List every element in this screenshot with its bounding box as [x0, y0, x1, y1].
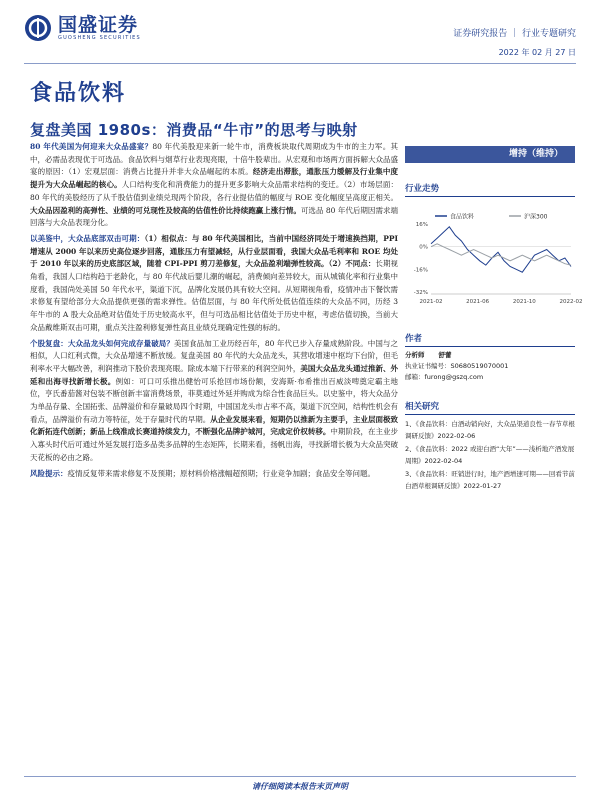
- logo-name: 国盛证券: [58, 14, 139, 36]
- paragraph-lead: 个股复盘：大众品龙头如何完成存量破局？: [30, 338, 174, 348]
- related-research-list: [405, 418, 577, 493]
- analyst-title: 作者: [405, 334, 423, 344]
- legend-label: 沪深300: [524, 213, 548, 221]
- rating-badge: 增持（维持）: [405, 146, 575, 163]
- report-type: 证券研究报告 ｜ 行业专题研究: [453, 29, 576, 39]
- y-tick-label: 16%: [415, 222, 428, 228]
- trend-title: 行业走势: [405, 184, 440, 194]
- y-tick-label: -32%: [413, 290, 428, 296]
- x-tick-label: 2021-10: [512, 299, 536, 305]
- related-item[interactable]: 1、《食品饮料：白酒动销向好，大众品渠道良性一春节草根调研反馈》2022-02-06: [405, 420, 575, 440]
- paragraph-lead: 80 年代美国为何迎来大众品盛宴？: [30, 142, 153, 151]
- y-tick-label: 0%: [419, 244, 428, 251]
- x-tick-label: 2021-06: [466, 299, 490, 305]
- analyst-cert: 执业证书编号：S0680519070001: [405, 362, 509, 370]
- related-item[interactable]: 2、《食品饮料：2022 或迎白酒“大年”——浅析地产酒发展周期》2022-02-04: [405, 445, 575, 465]
- legend-label: 食品饮料: [450, 213, 475, 221]
- footer-divider: [24, 776, 576, 777]
- paragraph-3: 个股复盘：大众品龙头如何完成存量破局？美国食品加工业历经百年，80 年代已步入存量成熟阶段。中国与之相似，人口红利式微，大众品增速不断放缓。复盘美国 80 年代的大众品龙头，其营收增速中枢均下台阶，但毛利率水平大幅改善，利润推动下股价表现亮眼。除成本端下行带来的利润空间外，美国大众品龙头通过推新、外延和出海寻找新增长极。例如：可口可乐推出健怡可乐抢回市场份额，安海斯·布希推出百威淡啤奠定霸主地位，亨氏番茄酱对包装不断创新丰富消费场景，菲莫通过外延并购成为综合性食品巨头。以史鉴中，将大众品分为单品存量、全国拓张、品牌溢价和存量破局四个时期，中国国龙头市占率不高，渠道下沉空间，结构性机会有看点，品牌溢价有动力等特征，处于存量时代的早期。从企业发展来看，短期仍以推新为主要手，主业层面极致化新拓连代创新；新品上线准成长赛道持续发力，不断强化品牌护城河，完成定价权转移。中期阶段，在主业步入寡头时代后可通过外延发展打造多品类多品牌的生态矩阵，长期来看，扬帆出海，寻找新增长极为大众品突破天花板的必由之路。: [30, 338, 399, 462]
- y-tick-label: -16%: [413, 267, 428, 274]
- logo-english: GUOSHENG SECURITIES: [58, 35, 141, 41]
- related-item[interactable]: 3、《食品饮料：旺销进行时，地产酒增速可期——回看节前白酒草根调研反馈》2022-01-27: [405, 470, 575, 490]
- analyst-name: 舒蕾: [438, 351, 452, 359]
- analyst-email[interactable]: 邮箱：furong@gszq.com: [405, 373, 484, 381]
- company-logo: [24, 14, 141, 42]
- report-title: 复盘美国 1980s：消费品“牛市”的思考与映射: [30, 121, 358, 139]
- industry-trend-chart: [405, 210, 583, 310]
- series-line: [431, 227, 571, 272]
- paragraph-lead: 风险提示：: [30, 468, 68, 478]
- paragraph-lead: 以美鉴中，大众品底部双击可期：: [30, 233, 145, 243]
- footer-disclaimer: 请仔细阅读本报告末页声明: [252, 782, 348, 791]
- trend-divider: [405, 196, 575, 197]
- related-divider: [405, 414, 575, 415]
- x-tick-label: 2021-02: [419, 299, 443, 305]
- header-divider: [24, 63, 576, 64]
- related-title: 相关研究: [405, 402, 440, 412]
- paragraph-1: 80 年代美国为何迎来大众品盛宴？80 年代美股迎来新一轮牛市，消费板块取代周期成为牛市的主力军。其中，必需品表现优于可选品。食品饮料与烟草行业表现亮眼，十倍牛股辈出。从宏观和市场两方面拆解大众品盛宴的原因：（1）宏观层面：消费占比提升并非大众品崛起的本质。经济走出滞胀，通胀压力缓解及行业集中度提升为大众品崛起的核心。人口结构变化和消费能力的提升更多影响大众品需求结构的变迁。（2）市场层面：80 年代的美股经历了从千股估值到业绩兑现两个阶段，各行业提估值的幅度与 ROE 变化幅度呈高度正相关。大众品因盈利的高弹性、业绩的可兑现性及较高的估值性价比持续跑赢上涨行情。可选品 80 年代后期因需求端回落与大众品表现分化。: [30, 142, 399, 228]
- analyst-role: 分析师: [405, 351, 425, 359]
- report-body: [30, 141, 398, 483]
- analyst-divider: [405, 346, 575, 347]
- paragraph-risk: 风险提示：疫情反复带来需求修复不及预期；原材料价格涨幅超预期；行业竞争加剧；食品安全等问题。: [30, 468, 375, 478]
- industry-name: 食品饮料: [30, 81, 127, 106]
- analyst-info: [405, 350, 575, 383]
- x-tick-label: 2022-02: [559, 299, 583, 305]
- paragraph-2: 以美鉴中，大众品底部双击可期：（1）相似点：与 80 年代美国相比，当前中国经济同处于增速换挡期，PPI 增速从 2000 年以来历史高位逐步回落，通胀压力有望减轻，从行业层面看，我国大众品毛利率和 ROE 均处于 2010 年以来的历史底部区域，随着 CPI-PPI 剪刀差修复，大众品盈利端弹性较高。（2）不同点：长期视角看，我国人口结构趋于老龄化，与 80 年代战后婴儿潮的崛起，消费倾向差异较大，而从城镇化率和行业集中度看，我国尚处美国 50 年代水平，渠道下沉，品牌化发展仍具有较大空间。从短期视角看，疫情冲击下餐饮需求修复有望给部分大众品提供更强的需求弹性。估值层面，与 80 年代所处低估值连续的大众品不同，历经 3 年牛市的 A 股大众品绝对估值处于历史较高水平，但与可选品相比估值处于历史中枢，考虑估值切换，当前大众品戴维斯双击可期，重点关注盈利修复弹性高且业绩兑现确定性强的标的。: [30, 233, 399, 332]
- report-date: 2022 年 02 月 27 日: [498, 48, 576, 57]
- series-line: [431, 244, 571, 265]
- logo-icon: [24, 14, 52, 42]
